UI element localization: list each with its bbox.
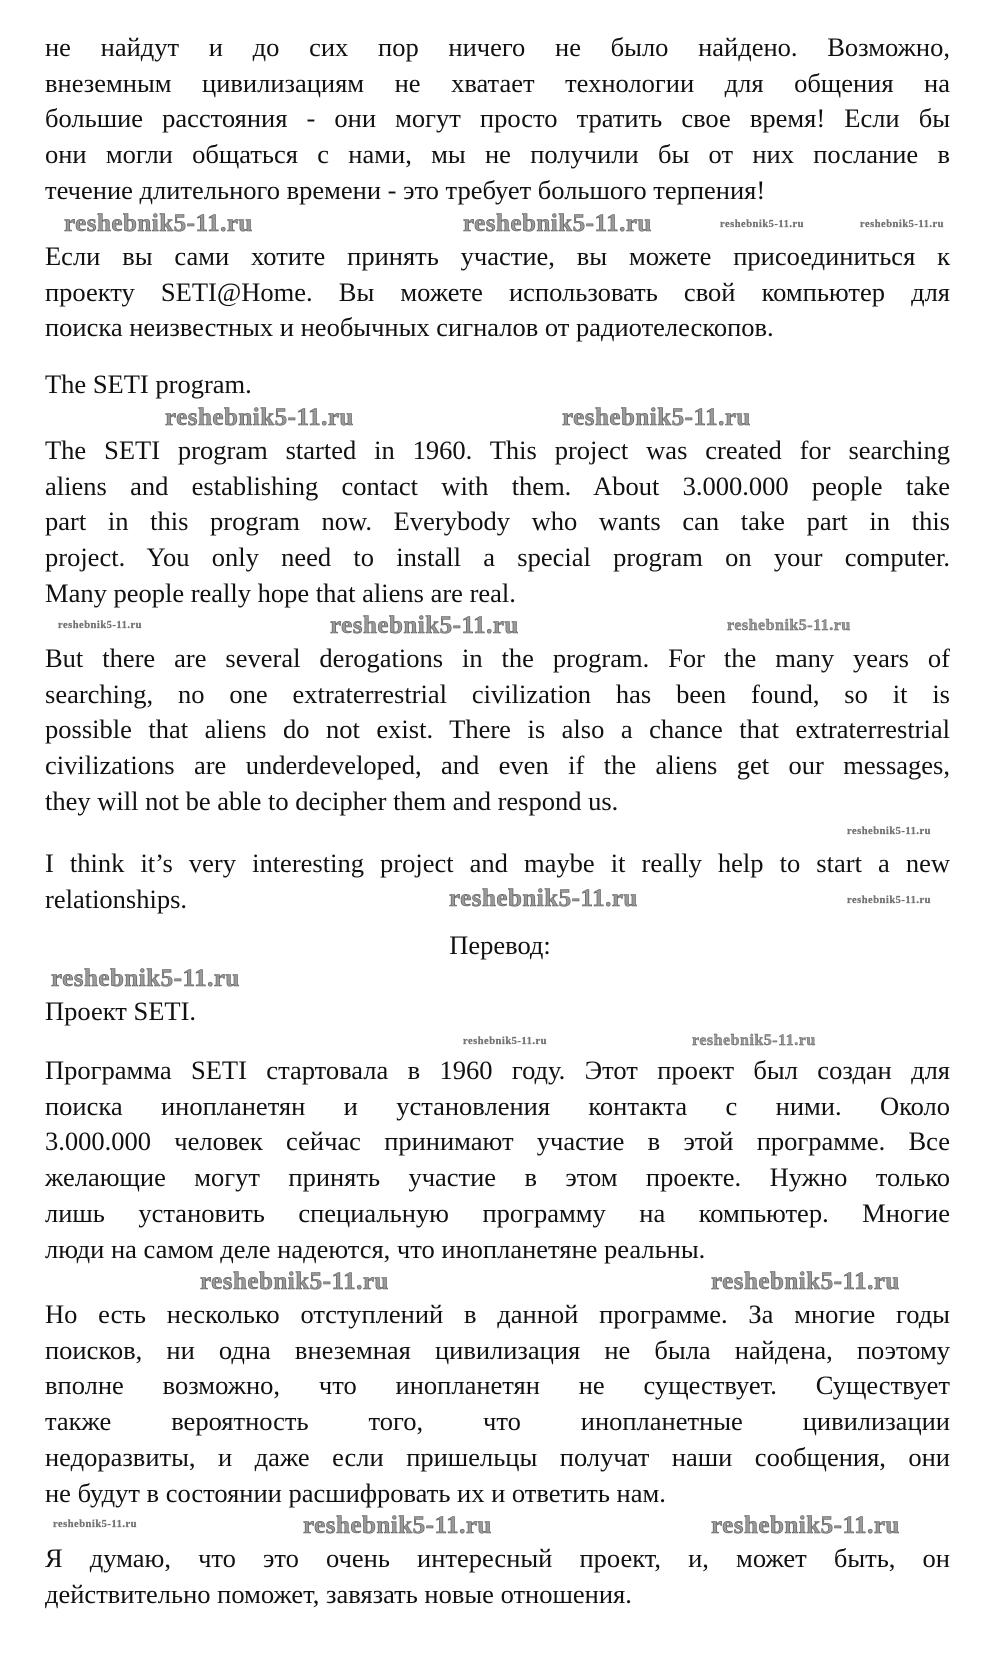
text-line: searching, no one extraterrestrial civilization has been found, so it is [45, 678, 950, 709]
text-line: поиска неизвестных и необычных сигналов от радиотелескопов. [45, 312, 774, 343]
watermark: reshebnik5-11.ru [165, 404, 354, 431]
text-line: Если вы сами хотите принять участие, вы можете присоединиться к [45, 241, 950, 271]
watermark: reshebnik5-11.ru [711, 1512, 900, 1539]
translation-label: Перевод: [449, 930, 551, 960]
paragraph-derogations-ru [45, 1297, 950, 1511]
watermark: reshebnik5-11.ru [449, 885, 638, 912]
text-line: течение длительного времени - это требует большого терпения! [45, 174, 766, 205]
text-line: поисков, ни одна внеземная цивилизация не была найдена, поэтому [45, 1334, 950, 1365]
text-line: 3.000.000 человек сейчас принимают участие в этой программе. Все [45, 1126, 950, 1157]
watermark: reshebnik5-11.ru [847, 826, 931, 837]
text-line: aliens and establishing contact with them. About 3.000.000 people take [45, 470, 950, 501]
text-line: part in this program now. Everybody who wants can take part in this [45, 506, 950, 537]
text-line: большие расстояния - они могут просто тратить свое время! Если бы [45, 103, 950, 134]
text-line: недоразвиты, и даже если пришельцы получат наши сообщения, они [45, 1441, 950, 1472]
text-line: Many people really hope that aliens are real. [45, 577, 516, 608]
text-line: I think it’s very interesting project and maybe it really help to start a new [45, 848, 950, 878]
text-line: люди на самом деле надеются, что инопланетяне реальны. [45, 1233, 706, 1264]
paragraph-intro-ru [45, 30, 950, 209]
watermark: reshebnik5-11.ru [692, 1032, 816, 1049]
paragraph-seti-program-ru [45, 1053, 950, 1267]
paragraph-opinion-ru [45, 1541, 950, 1612]
text-line: проекту SETI@Home. Вы можете использовать свой компьютер для [45, 276, 950, 307]
text-line: действительно поможет, завязать новые отношения. [45, 1578, 632, 1609]
text-line: не найдут и до сих пор ничего не было найдено. Возможно, [45, 32, 950, 62]
text-line: project. You only need to install a special program on your computer. [45, 542, 950, 573]
text-line: Но есть несколько отступлений в данной программе. За многие годы [45, 1299, 950, 1329]
text-line: civilizations are underdeveloped, and even if the aliens get our messages, [45, 750, 950, 781]
text-line: желающие могут принять участие в этом проекте. Нужно только [45, 1162, 950, 1193]
watermark: reshebnik5-11.ru [720, 219, 804, 230]
text-line: Программа SETI стартовала в 1960 году. Этот проект был создан для [45, 1055, 950, 1085]
watermark: reshebnik5-11.ru [64, 210, 253, 237]
paragraph-seti-home-ru [45, 239, 950, 346]
text-line: они могли общаться с нами, мы не получили бы от них послание в [45, 139, 950, 170]
paragraph-seti-program-en [45, 433, 950, 612]
text-line: внеземным цивилизациям не хватает технологии для общения на [45, 67, 950, 98]
text-line: relationships. [45, 883, 188, 914]
text-line: лишь установить специальную программу на компьютер. Многие [45, 1197, 950, 1228]
text-line: But there are several derogations in the program. For the many years of [45, 643, 950, 673]
text-line: they will not be able to decipher them and respond us. [45, 785, 619, 816]
watermark: reshebnik5-11.ru [847, 895, 931, 906]
text-line: не будут в состоянии расшифровать их и ответить нам. [45, 1477, 666, 1508]
text-line: также вероятность того, что инопланетные цивилизации [45, 1406, 950, 1437]
russian-title: Проект SETI. [45, 996, 197, 1026]
watermark: reshebnik5-11.ru [860, 219, 944, 230]
watermark: reshebnik5-11.ru [463, 1036, 547, 1047]
watermark: reshebnik5-11.ru [303, 1512, 492, 1539]
watermark: reshebnik5-11.ru [51, 965, 240, 992]
text-line: вполне возможно, что инопланетян не существует. Существует [45, 1370, 950, 1401]
text-line: поиска инопланетян и установления контакта с ними. Около [45, 1090, 950, 1121]
watermark: reshebnik5-11.ru [727, 617, 851, 634]
text-line: possible that aliens do not exist. There is also a chance that extraterrestrial [45, 714, 950, 745]
text-line: The SETI program started in 1960. This project was created for searching [45, 435, 950, 465]
watermark: reshebnik5-11.ru [330, 612, 519, 639]
watermark: reshebnik5-11.ru [58, 620, 142, 631]
watermark: reshebnik5-11.ru [562, 404, 751, 431]
text-line: Я думаю, что это очень интересный проект, и, может быть, он [45, 1543, 950, 1573]
paragraph-derogations-en [45, 641, 950, 820]
watermark: reshebnik5-11.ru [711, 1268, 900, 1295]
english-title: The SETI program. [45, 369, 252, 399]
watermark: reshebnik5-11.ru [463, 210, 652, 237]
watermark: reshebnik5-11.ru [53, 1519, 137, 1530]
watermark: reshebnik5-11.ru [200, 1268, 389, 1295]
